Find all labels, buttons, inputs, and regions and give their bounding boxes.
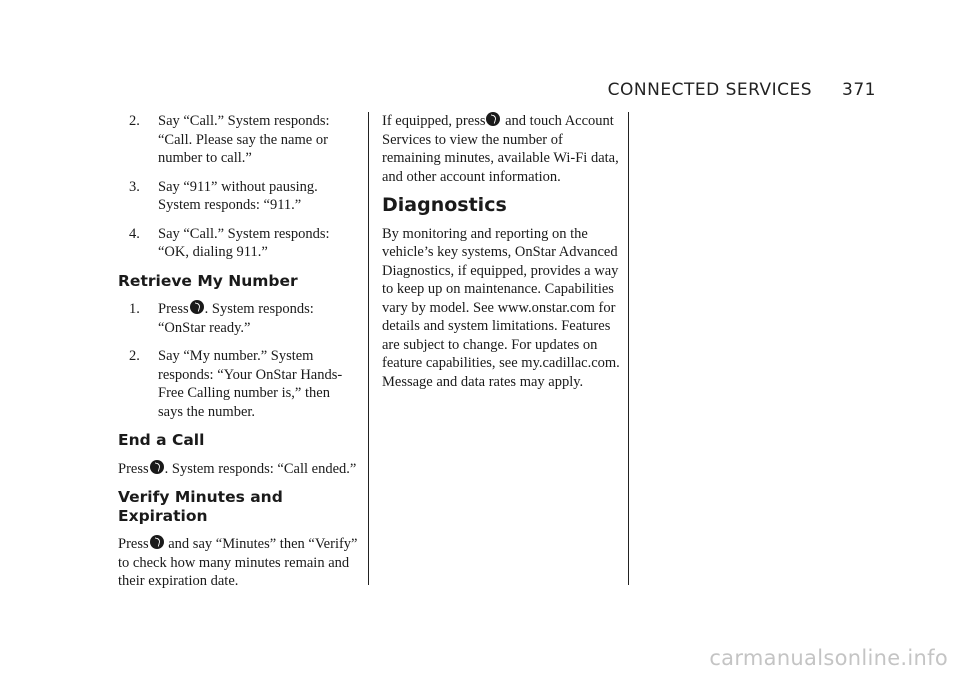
middle-column [382, 112, 622, 401]
section-title: CONNECTED SERVICES [607, 80, 813, 100]
section-heading-retrieve: Retrieve My Number [118, 271, 298, 290]
left-column [118, 112, 358, 601]
push-to-talk-icon [150, 535, 164, 549]
list-item: 3. Say “911” without pausing. System responds: “911.” [129, 178, 318, 213]
list-item: 1. Press . System responds: “OnStar ready.” [129, 301, 314, 336]
paragraph: If equipped, press and touch Account Services to view the number of remaining minutes, available Wi-Fi data, and other account information. [382, 113, 619, 185]
column-divider [368, 112, 369, 585]
page-number: 371 [842, 80, 876, 100]
column-divider [628, 112, 629, 585]
page-header [608, 80, 876, 100]
list-item: 4. Say “Call.” System responds: “OK, dialing 911.” [129, 225, 330, 260]
watermark: carmanualsonline.info [709, 646, 948, 670]
push-to-talk-icon [486, 112, 500, 126]
list-item: 2. Say “Call.” System responds: “Call. Please say the name or number to call.” [129, 113, 330, 166]
section-heading-diagnostics: Diagnostics [382, 194, 507, 216]
list-item: 2. Say “My number.” System responds: “Your OnStar Hands-Free Calling number is,” then says the number. [129, 348, 343, 420]
paragraph: Press and say “Minutes” then “Verify” to check how many minutes remain and their expiration date. [118, 536, 358, 589]
section-heading-end-call: End a Call [118, 431, 205, 449]
section-heading-verify: Verify Minutes and Expiration [118, 488, 283, 525]
push-to-talk-icon [150, 460, 164, 474]
push-to-talk-icon [190, 300, 204, 314]
paragraph: By monitoring and reporting on the vehicle’s key systems, OnStar Advanced Diagnostics, if equipped, provides a way to keep up on maintenance. Capabilities vary by model. See www.onstar.com for details and system limitations. Features are subject to change. For updates on feature capabilities, see my.cadillac.com. Message and data rates may apply. [382, 225, 620, 390]
paragraph: Press . System responds: “Call ended.” [118, 460, 357, 477]
